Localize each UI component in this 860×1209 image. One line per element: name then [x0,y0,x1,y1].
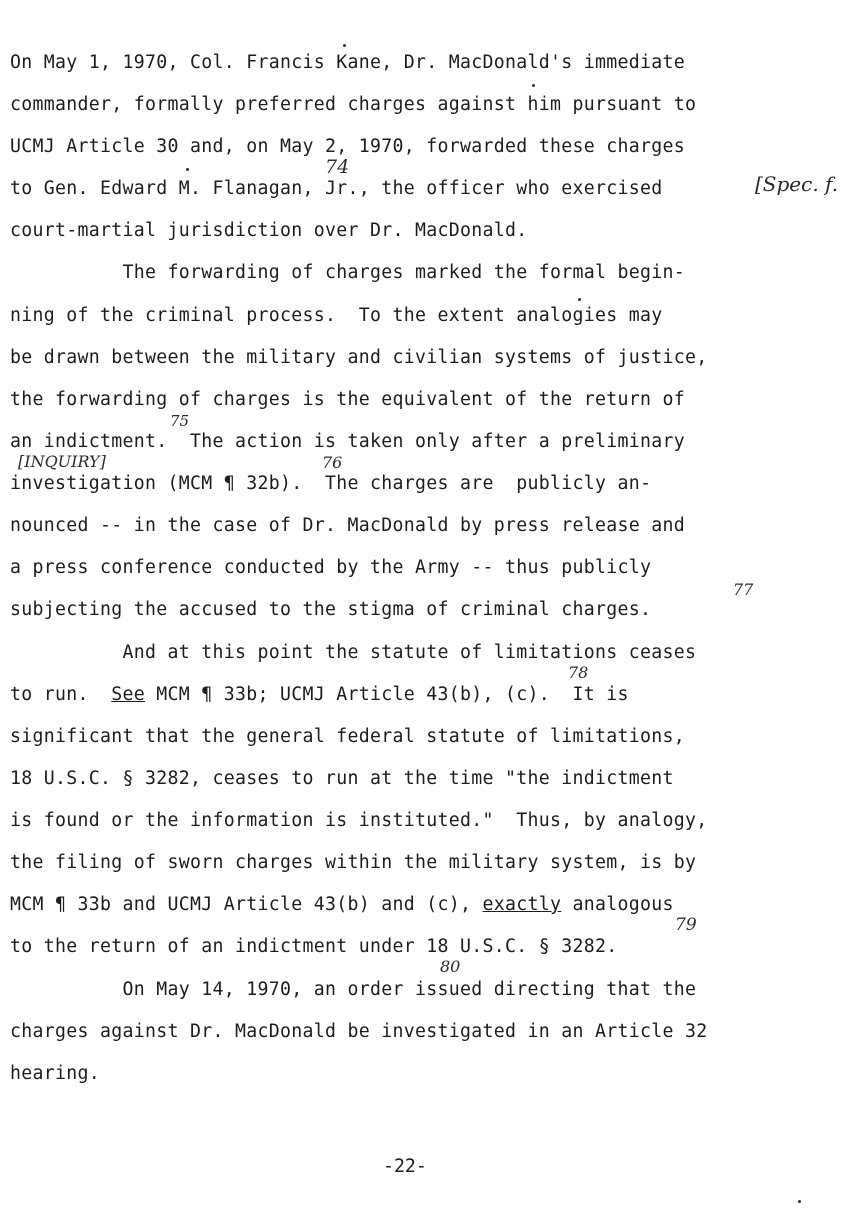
text-line: charges against Dr. MacDonald be investigated in an Article 32 [10,1021,708,1042]
text-line: the forwarding of charges is the equivalent of the return of [10,389,685,410]
text-segment: analogous [561,894,674,915]
text-line: is found or the information is instituted." Thus, by analogy, [10,810,708,831]
text-segment: MCM ¶ 33b and UCMJ Article 43(b) and (c), [10,894,483,915]
see-signal: See [111,684,145,705]
text-line: an indictment. The action is taken only after a preliminary [10,431,685,452]
text-line: the filing of sworn charges within the military system, is by [10,852,697,873]
text-line: nounced -- in the case of Dr. MacDonald by press release and [10,515,685,536]
scan-mark [343,44,346,47]
text-line [10,893,674,917]
handwritten-footnote-79: 79 [675,915,697,935]
handwritten-footnote-78: 78 [568,663,589,682]
handwritten-footnote-80: 80 [440,957,461,976]
scan-mark [532,84,535,87]
handwritten-footnote-75: 75 [170,412,190,430]
text-line: commander, formally preferred charges against him pursuant to [10,94,697,115]
text-line: court-martial jurisdiction over Dr. MacDonald. [10,220,528,241]
text-line: significant that the general federal statute of limitations, [10,726,685,747]
text-line: 18 U.S.C. § 3282, ceases to run at the time "the indictment [10,768,674,789]
scan-mark [578,298,581,301]
text-line: hearing. [10,1063,100,1084]
page-number: -22- [383,1156,427,1177]
text-segment: MCM ¶ 33b; UCMJ Article 43(b), (c). It is [145,684,629,705]
scan-mark [798,1200,801,1203]
text-line: to Gen. Edward M. Flanagan, Jr., the officer who exercised [10,178,663,199]
handwritten-footnote-74: 74 [325,156,350,178]
scan-mark [186,168,189,171]
text-line: investigation (MCM ¶ 32b). The charges are publicly an- [10,473,652,494]
text-line: ning of the criminal process. To the extent analogies may [10,305,663,326]
text-line: to the return of an indictment under 18 U.S.C. § 3282. [10,936,618,957]
text-line: The forwarding of charges marked the formal begin- [10,262,685,283]
text-line: And at this point the statute of limitations ceases [10,642,697,663]
emphasis-exactly: exactly [482,894,562,915]
handwritten-footnote-76: 76 [322,453,343,472]
text-line: UCMJ Article 30 and, on May 2, 1970, forwarded these charges [10,136,685,157]
text-line: be drawn between the military and civilian systems of justice, [10,347,708,368]
text-line: On May 14, 1970, an order issued directing that the [10,979,697,1000]
handwritten-insert-inquiry: [INQUIRY] [18,452,106,471]
text-line [10,683,629,707]
text-line: a press conference conducted by the Army -- thus publicly [10,557,652,578]
handwritten-margin-note: [Spec. f. [755,172,839,196]
text-line: subjecting the accused to the stigma of criminal charges. [10,599,652,620]
text-segment: to run. [10,684,112,705]
text-line: On May 1, 1970, Col. Francis Kane, Dr. MacDonald's immediate [10,52,685,73]
handwritten-footnote-77: 77 [733,580,754,599]
